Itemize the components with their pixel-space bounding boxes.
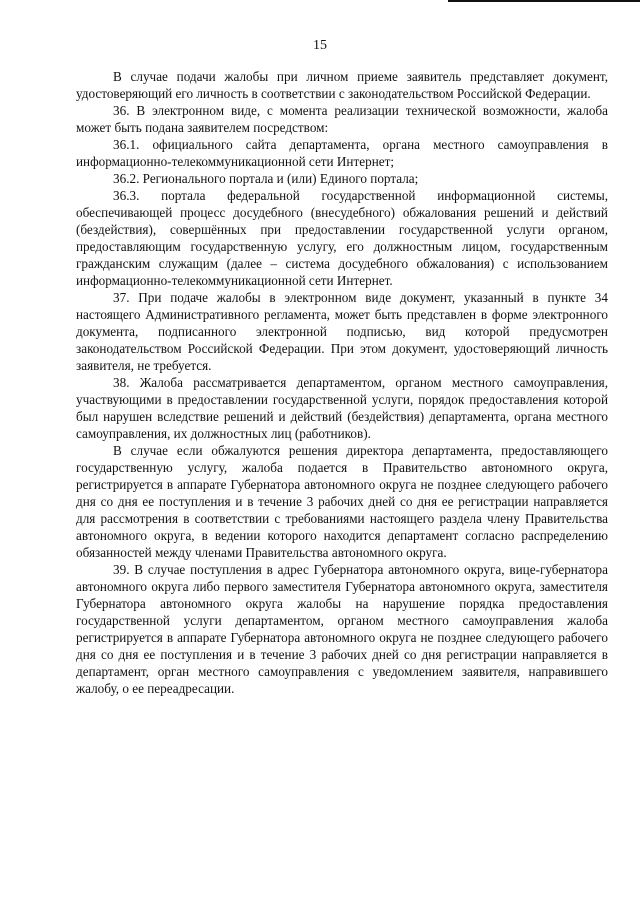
paragraph-36-3: 36.3. портала федеральной государственной информационной системы, обеспечивающей процесс досудебного (внесудебного) обжалования решений и действий (бездействия), совершённых при предоставлении государственной услуги органом, предоставляющим государственную услугу, его должностным лицом, государственным гражданским служащим (далее – система досудебного обжалования) с использованием информационно-телекоммуникационной сети Интернет. — [76, 188, 608, 288]
paragraph-37: 37. При подаче жалобы в электронном виде документ, указанный в пункте 34 настоящего Административного регламента, может быть представлен в форме электронного документа, подписанного электронной подписью, вид которой предусмотрен законодательством Российской Федерации. При этом документ, удостоверяющий личность заявителя, не требуется. — [76, 290, 608, 373]
top-edge-rule — [448, 0, 640, 2]
document-body — [76, 68, 608, 697]
paragraph-38: 38. Жалоба рассматривается департаментом, органом местного самоуправления, участвующими в предоставлении государственной услуги, порядок предоставления которой был нарушен вследствие решений и действий (бездействия) департамента, органа местного самоуправления, их должностных лиц (работников). — [76, 375, 608, 441]
paragraph-36-1: 36.1. официального сайта департамента, органа местного самоуправления в информационно-телекоммуникационной сети Интернет; — [76, 137, 608, 169]
paragraph-39: 39. В случае поступления в адрес Губернатора автономного округа, вице-губернатора автономного округа либо первого заместителя Губернатора автономного округа, заместителя Губернатора автономного округа жалобы на нарушение порядка предоставления государственной услуги департаментом, органом местного самоуправления жалоба регистрируется в аппарате Губернатора автономного округа не позднее следующего рабочего дня со дня ее поступления и в течение 3 рабочих дней со дня регистрации направляется в департамент, орган местного самоуправления с уведомлением заявителя, направившего жалобу, о ее переадресации. — [76, 562, 608, 696]
paragraph-personal-submission: В случае подачи жалобы при личном приеме заявитель представляет документ, удостоверяющий его личность в соответствии с законодательством Российской Федерации. — [76, 69, 608, 101]
paragraph-36-2: 36.2. Регионального портала и (или) Единого портала; — [113, 171, 419, 186]
page-number: 15 — [313, 38, 327, 53]
paragraph-36: 36. В электронном виде, с момента реализации технической возможности, жалоба может быть подана заявителем посредством: — [76, 103, 608, 135]
paragraph-38-director-appeal: В случае если обжалуются решения директора департамента, предоставляющего государственную услугу, жалоба подается в Правительство автономного округа, регистрируется в аппарате Губернатора автономного округа не позднее следующего рабочего дня со дня ее поступления и в течение 3 рабочих дней со дня ее регистрации направляется для рассмотрения в соответствии с требованиями настоящего раздела члену Правительства автономного округа, в ведении которого находится департамент согласно распределению обязанностей между членами Правительства автономного округа. — [76, 443, 608, 560]
